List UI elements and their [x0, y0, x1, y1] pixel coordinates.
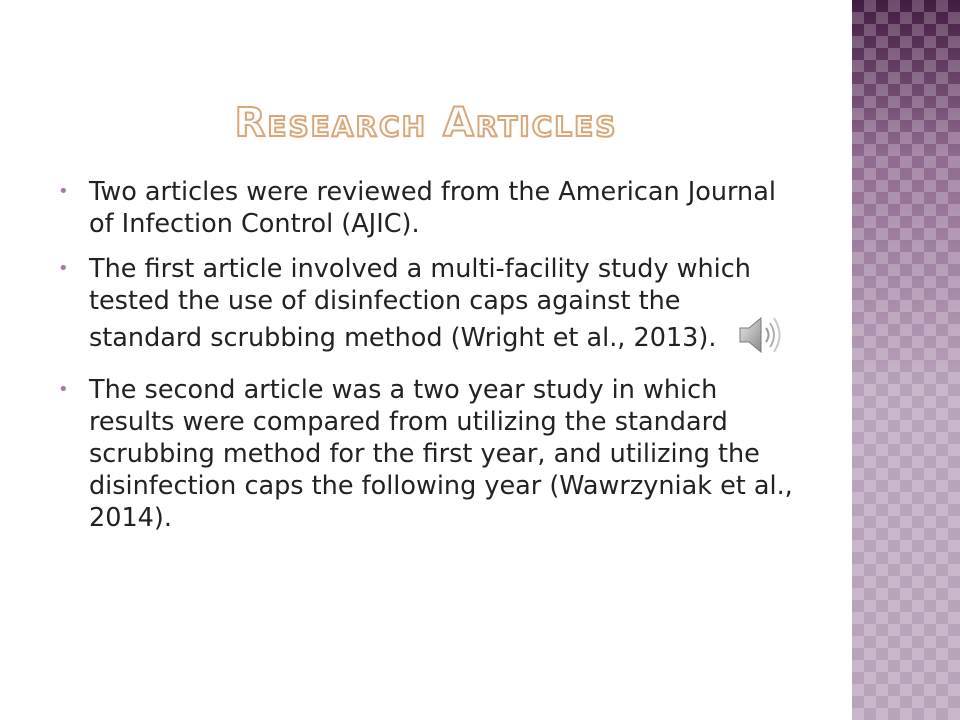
bullet-marker: •	[58, 258, 69, 279]
bullet-marker: •	[58, 181, 69, 202]
slide-title: Research Articles	[234, 100, 618, 146]
bullet-text: Two articles were reviewed from the American Journal of Infection Control (AJIC).	[89, 177, 776, 239]
bullet-item-2	[56, 253, 796, 361]
bullet-text: The first article involved a multi-facility study which tested the use of disinfection caps against the standard scrubbing method (Wright et al., 2013).	[89, 254, 751, 353]
decorative-side-band	[852, 0, 960, 720]
bullet-list	[56, 176, 796, 547]
bullet-item-3	[56, 374, 796, 534]
bullet-marker: •	[58, 379, 69, 400]
bullet-text: The second article was a two year study in which results were compared from utilizing the standard scrubbing method for the first year, and utilizing the disinfection caps the following year (Wawrzyniak et al., 2014).	[89, 375, 793, 533]
speaker-icon[interactable]	[736, 313, 784, 357]
bullet-item-1	[56, 176, 796, 240]
